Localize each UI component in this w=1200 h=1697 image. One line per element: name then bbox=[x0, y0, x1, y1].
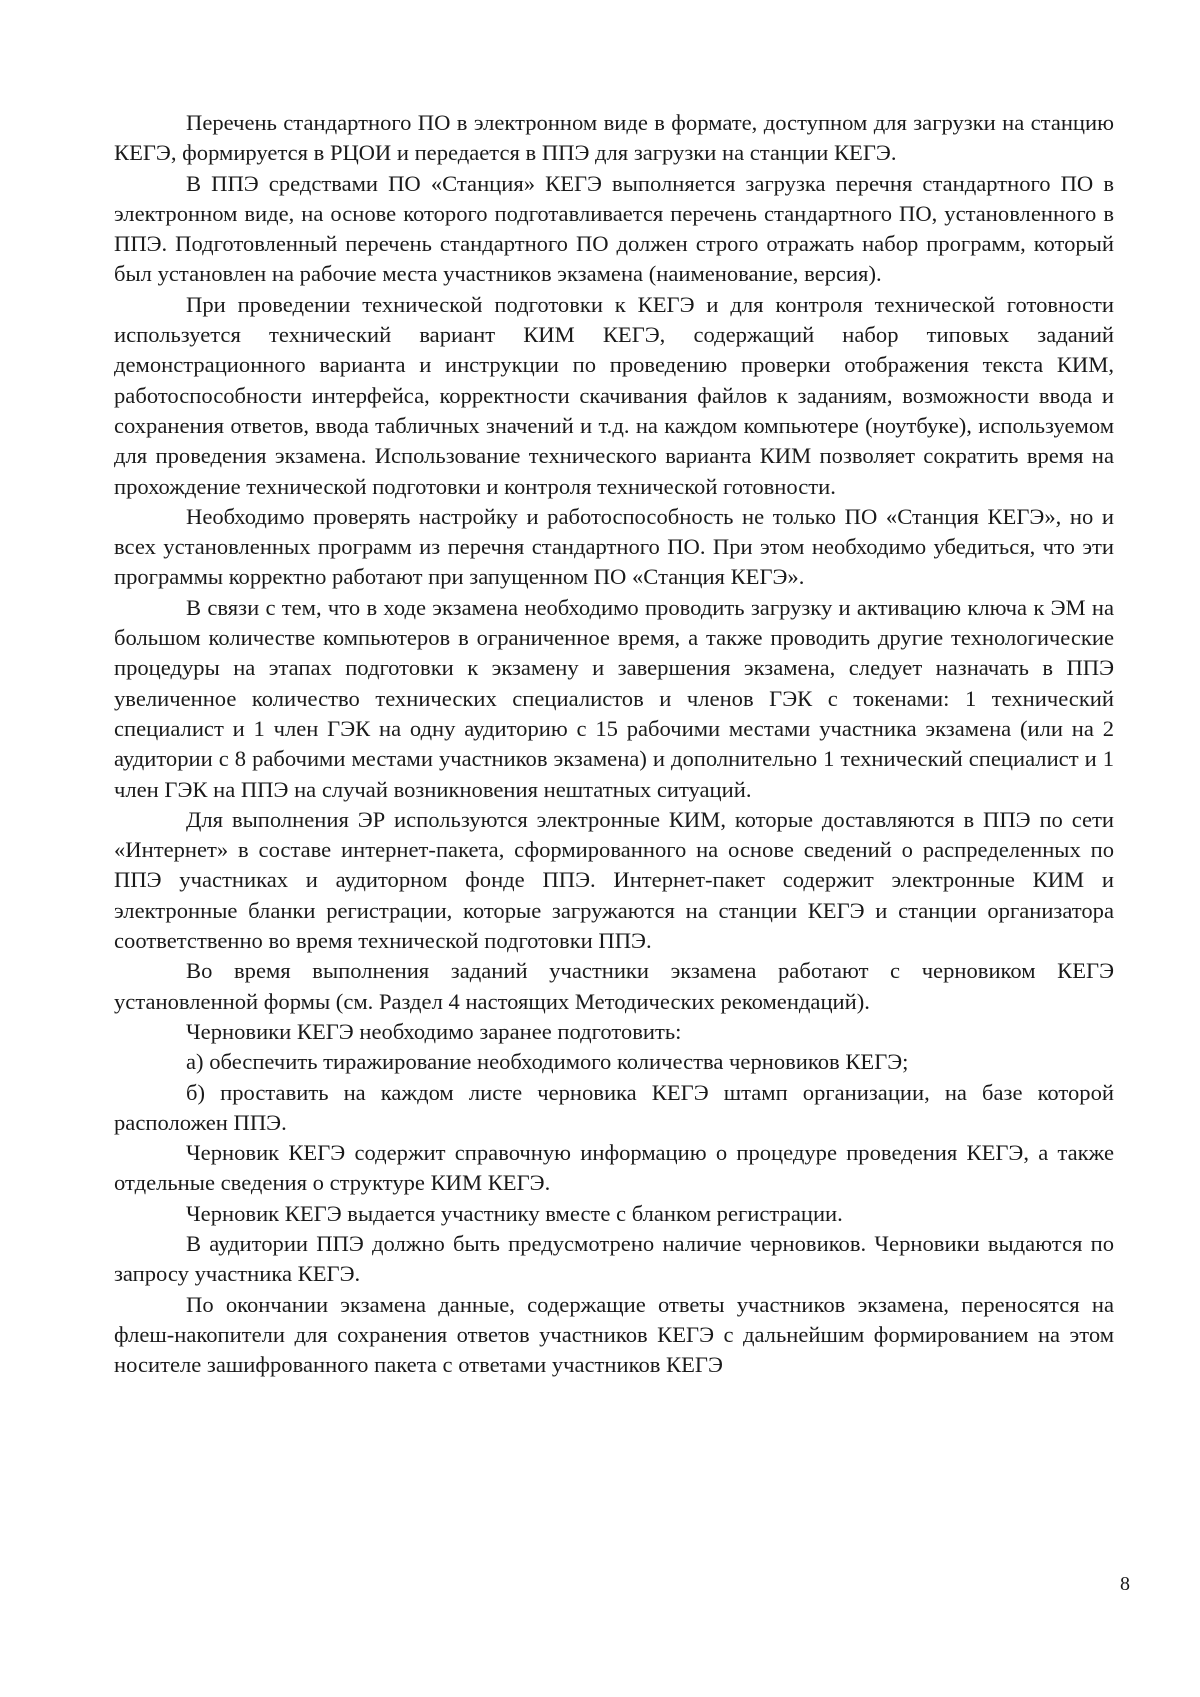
paragraph-draft-availability: В аудитории ППЭ должно быть предусмотрено наличие черновиков. Черновики выдаются по запросу участника КЕГЭ. bbox=[114, 1230, 1114, 1287]
paragraph-software-loading: В ППЭ средствами ПО «Станция» КЕГЭ выполняется загрузка перечня стандартного ПО в электронном виде, на основе которого подготавливается перечень стандартного ПО, установленного в ППЭ. Подготовленный перечень стандартного ПО должен строго отражать набор программ, который был установлен на рабочие места участников экзамена (наименование, версия). bbox=[114, 170, 1114, 287]
list-item-b: б) проставить на каждом листе черновика КЕГЭ штамп организации, на базе которой расположен ППЭ. bbox=[114, 1079, 1114, 1135]
paragraph-draft-issue: Черновик КЕГЭ выдается участнику вместе с бланком регистрации. bbox=[186, 1200, 843, 1226]
paragraph-draft-content: Черновик КЕГЭ содержит справочную информацию о процедуре проведения КЕГЭ, а также отдельные сведения о структуре КИМ КЕГЭ. bbox=[114, 1140, 1114, 1196]
paragraph-draft-usage: Во время выполнения заданий участники экзамена работают с черновиком КЕГЭ установленной формы (см. Раздел 4 настоящих Методических рекомендаций). bbox=[114, 958, 1114, 1014]
list-item-a: а) обеспечить тиражирование необходимого количества черновиков КЕГЭ; bbox=[186, 1049, 909, 1075]
document-body bbox=[114, 108, 1114, 1380]
paragraph-exam-completion: По окончании экзамена данные, содержащие ответы участников экзамена, переносятся на флеш-накопители для сохранения ответов участников КЕГЭ с дальнейшим формированием на этом носителе зашифрованного пакета с ответами участников КЕГЭ bbox=[114, 1291, 1114, 1378]
page-number: 8 bbox=[1120, 1573, 1130, 1595]
paragraph-draft-preparation: Черновики КЕГЭ необходимо заранее подготовить: bbox=[186, 1018, 682, 1044]
paragraph-staffing: В связи с тем, что в ходе экзамена необходимо проводить загрузку и активацию ключа к ЭМ на большом количестве компьютеров в ограниченное время, а также проводить другие технологические процедуры на этапах подготовки к экзамену и завершения экзамена, следует назначать в ППЭ увеличенное количество технических специалистов и членов ГЭК с токенами: 1 технический специалист и 1 член ГЭК на одну аудиторию с 15 рабочими местами участника экзамена (или на 2 аудитории с 8 рабочими местами участников экзамена) и дополнительно 1 технический специалист и 1 член ГЭК на ППЭ на случай возникновения нештатных ситуаций. bbox=[114, 594, 1114, 802]
paragraph-technical-preparation: При проведении технической подготовки к КЕГЭ и для контроля технической готовности используется технический вариант КИМ КЕГЭ, содержащий набор типовых заданий демонстрационного варианта и инструкции по проведению проверки отображения текста КИМ, работоспособности интерфейса, корректности скачивания файлов к заданиям, возможности ввода и сохранения ответов, ввода табличных значений и т.д. на каждом компьютере (ноутбуке), используемом для проведения экзамена. Использование технического варианта КИМ позволяет сократить время на прохождение технической подготовки и контроля технической готовности. bbox=[114, 291, 1114, 499]
paragraph-standard-software-list: Перечень стандартного ПО в электронном виде в формате, доступном для загрузки на станцию КЕГЭ, формируется в РЦОИ и передается в ППЭ для загрузки на станции КЕГЭ. bbox=[114, 110, 1114, 166]
paragraph-electronic-kim: Для выполнения ЭР используются электронные КИМ, которые доставляются в ППЭ по сети «Интернет» в составе интернет-пакета, сформированного на основе сведений о распределенных по ППЭ участниках и аудиторном фонде ППЭ. Интернет-пакет содержит электронные КИМ и электронные бланки регистрации, которые загружаются на станции КЕГЭ и станции организатора соответственно во время технической подготовки ППЭ. bbox=[114, 806, 1114, 954]
paragraph-check-settings: Необходимо проверять настройку и работоспособность не только ПО «Станция КЕГЭ», но и всех установленных программ из перечня стандартного ПО. При этом необходимо убедиться, что эти программы корректно работают при запущенном ПО «Станция КЕГЭ». bbox=[114, 503, 1114, 590]
